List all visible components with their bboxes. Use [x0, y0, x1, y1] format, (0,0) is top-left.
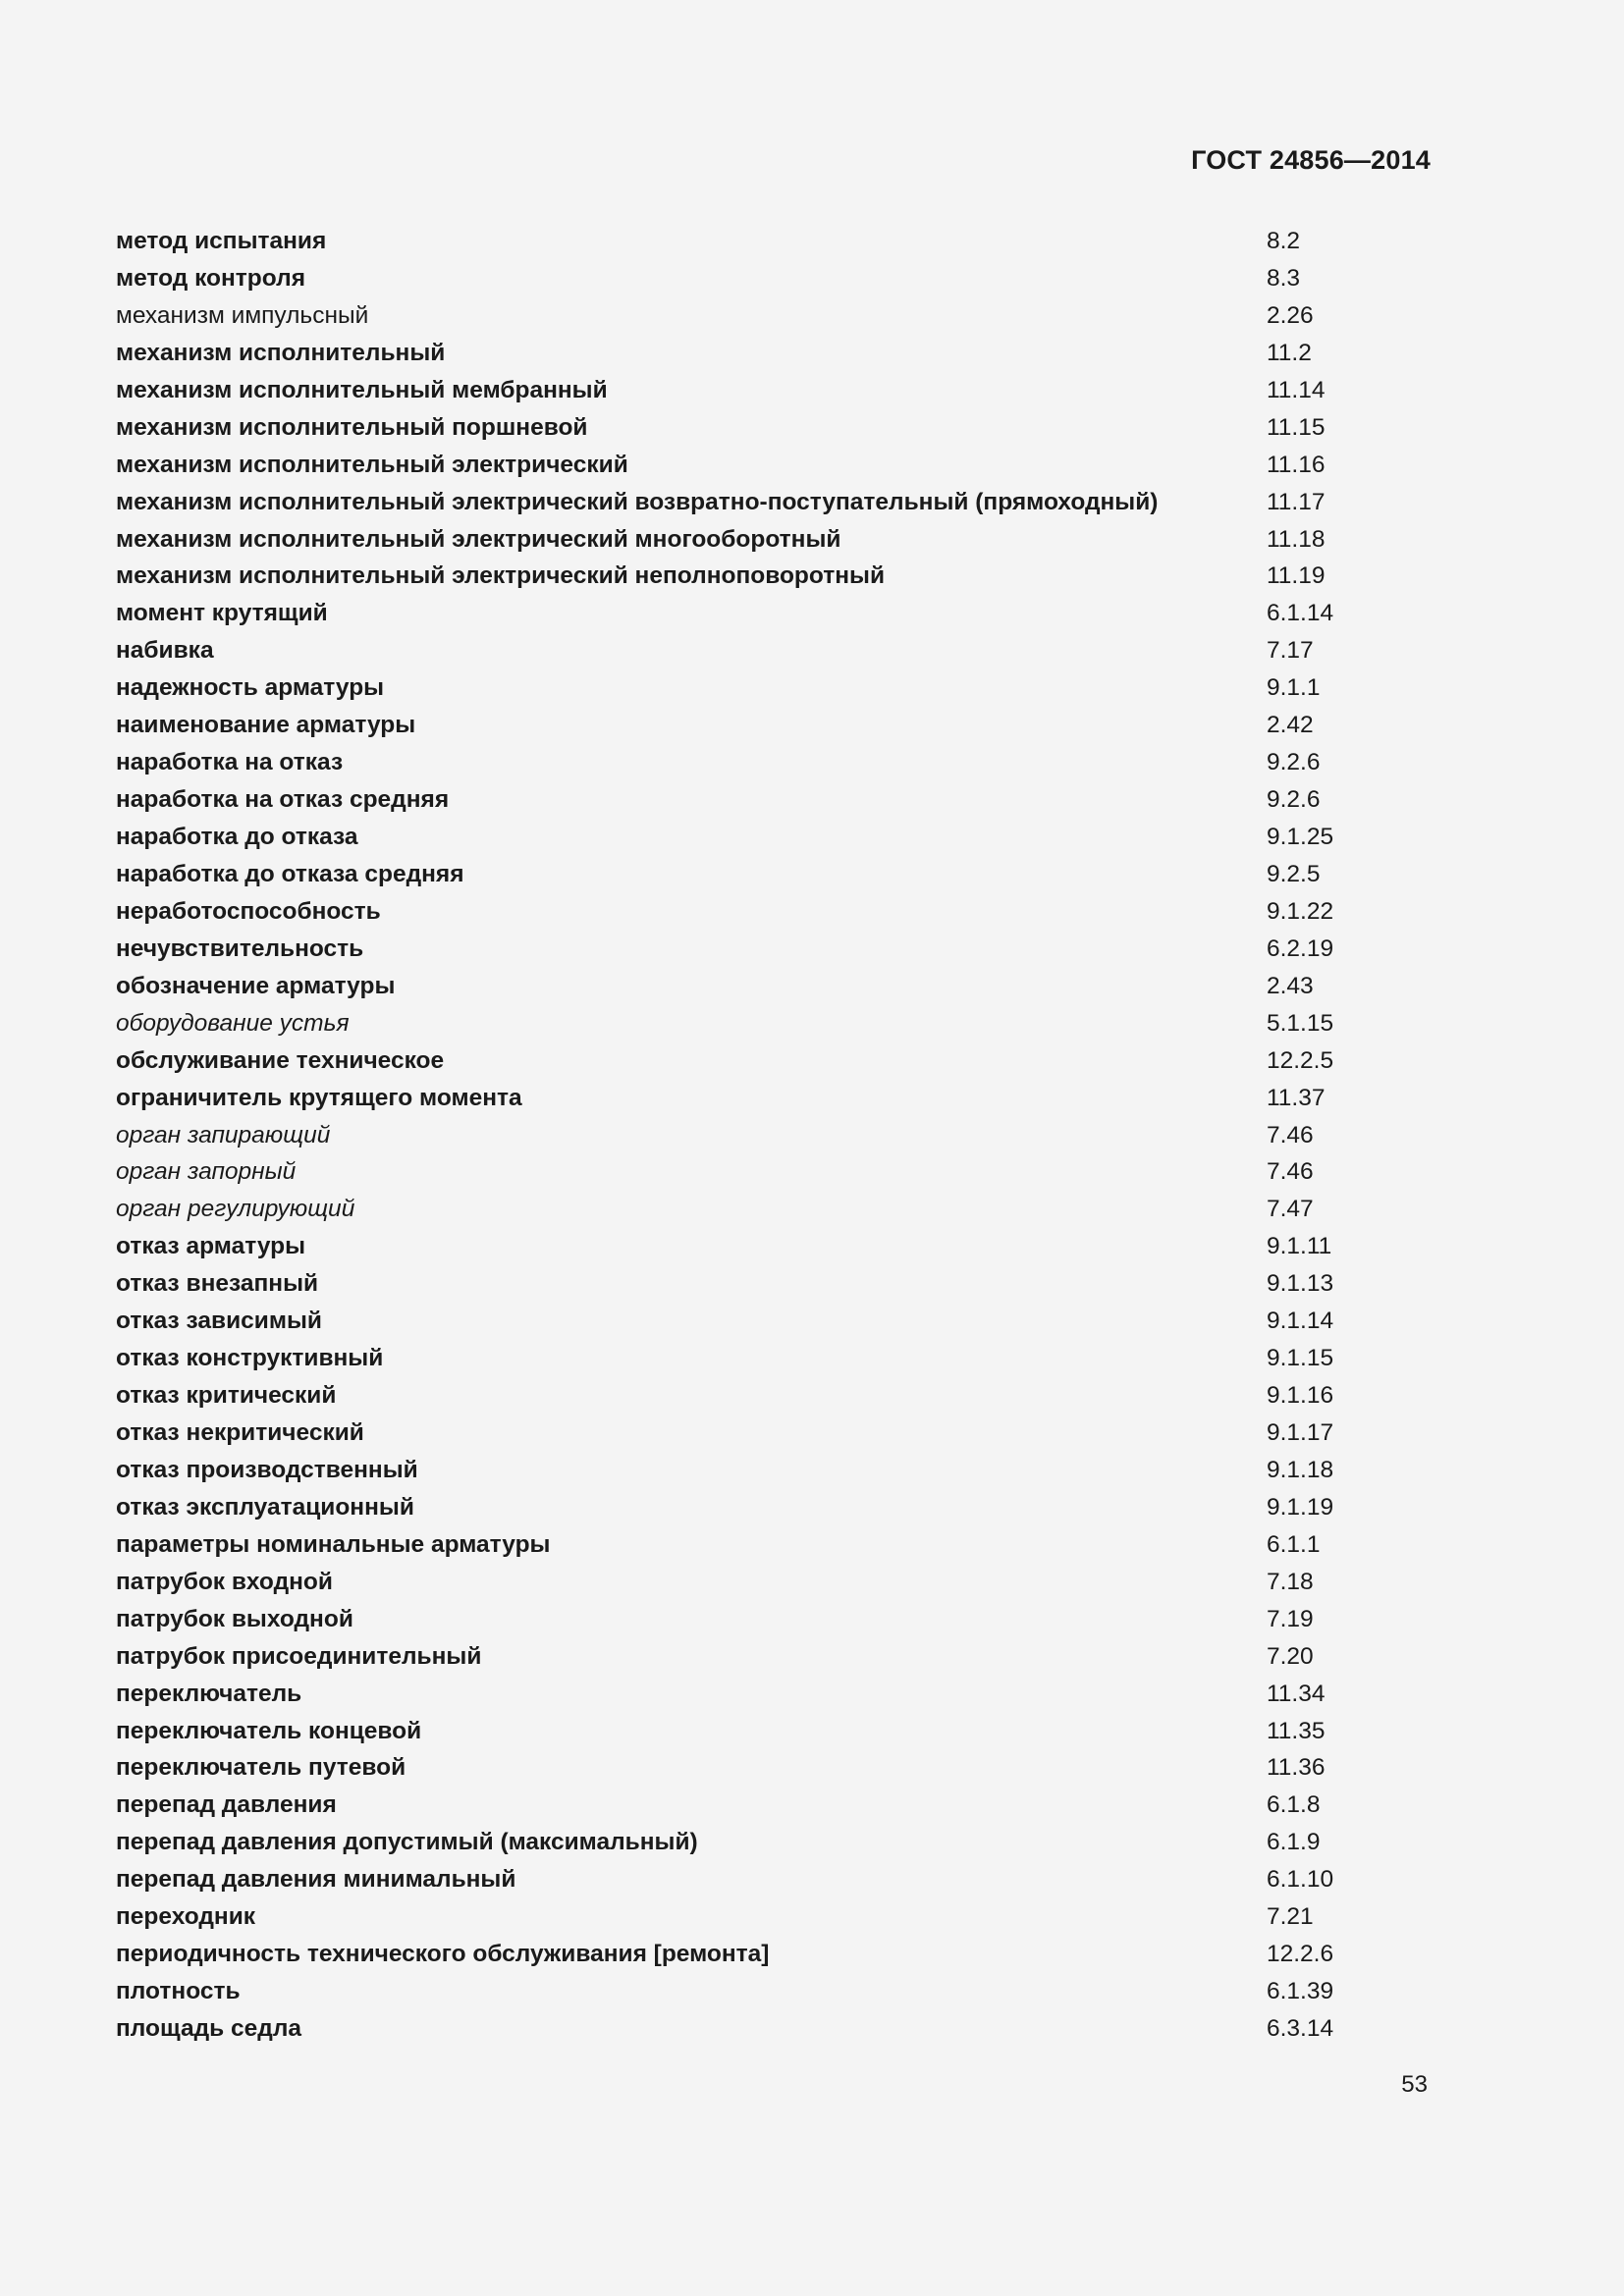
- index-section-ref: 11.37: [1267, 1084, 1326, 1111]
- index-section-ref: 5.1.15: [1267, 1009, 1334, 1037]
- index-section-ref: 2.43: [1267, 972, 1314, 999]
- index-section-ref: 11.18: [1267, 525, 1326, 553]
- index-section-ref: 11.2: [1267, 339, 1312, 366]
- index-section-ref: 9.2.6: [1267, 749, 1321, 776]
- index-term: момент крутящий: [116, 600, 328, 627]
- index-section-ref: 6.1.10: [1267, 1866, 1334, 1894]
- index-section-ref: 11.35: [1267, 1717, 1326, 1744]
- index-section-ref: 8.3: [1267, 264, 1301, 292]
- index-term: оборудование устья: [116, 1009, 350, 1037]
- index-section-ref: 9.1.18: [1267, 1456, 1334, 1483]
- index-section-ref: 11.14: [1267, 376, 1326, 403]
- index-section-ref: 6.2.19: [1267, 934, 1334, 962]
- index-entry: [116, 1973, 1392, 2010]
- index-entry: [116, 521, 1392, 559]
- index-entry: [116, 1601, 1392, 1638]
- index-term: перепад давления минимальный: [116, 1866, 516, 1894]
- index-section-ref: 6.1.1: [1267, 1530, 1321, 1558]
- index-entry: [116, 297, 1392, 335]
- index-entry: [116, 1303, 1392, 1340]
- index-entry: [116, 1415, 1392, 1452]
- index-entry: [116, 372, 1392, 409]
- index-section-ref: 12.2.6: [1267, 1941, 1334, 1968]
- index-term: механизм исполнительный электрический многооборотный: [116, 525, 841, 553]
- index-entry: [116, 1936, 1392, 1973]
- index-entry: [116, 409, 1392, 447]
- index-term: обслуживание техническое: [116, 1046, 445, 1074]
- index-section-ref: 11.15: [1267, 413, 1326, 441]
- index-term: орган запорный: [116, 1158, 297, 1186]
- index-section-ref: 11.36: [1267, 1754, 1326, 1782]
- index-section-ref: 7.47: [1267, 1196, 1314, 1223]
- page-number: 53: [1401, 2071, 1428, 2098]
- index-entry: [116, 1676, 1392, 1713]
- index-entry: [116, 1117, 1392, 1154]
- index-section-ref: 9.1.19: [1267, 1493, 1334, 1521]
- index-entry: [116, 1898, 1392, 1936]
- index-entry: [116, 1526, 1392, 1564]
- index-term: надежность арматуры: [116, 674, 385, 702]
- index-term: отказ эксплуатационный: [116, 1493, 414, 1521]
- index-term: механизм исполнительный: [116, 339, 446, 366]
- index-term: перепад давления допустимый (максимальный): [116, 1829, 698, 1856]
- index-entry: [116, 335, 1392, 372]
- index-section-ref: 9.1.13: [1267, 1270, 1334, 1298]
- index-section-ref: 7.21: [1267, 1903, 1314, 1931]
- index-section-ref: 2.42: [1267, 712, 1314, 739]
- index-section-ref: 9.1.1: [1267, 674, 1321, 702]
- index-section-ref: 9.1.11: [1267, 1233, 1332, 1260]
- index-section-ref: 11.17: [1267, 488, 1326, 515]
- index-term: наработка до отказа: [116, 824, 358, 850]
- index-entry: [116, 1005, 1392, 1042]
- index-term: ограничитель крутящего момента: [116, 1084, 522, 1111]
- index-entry: [116, 1564, 1392, 1601]
- index-term: наработка до отказа средняя: [116, 860, 464, 887]
- index-term: нечувствительность: [116, 934, 364, 962]
- index-entry: [116, 781, 1392, 819]
- index-term: отказ зависимый: [116, 1308, 322, 1335]
- index-entry: [116, 1042, 1392, 1080]
- index-entry: [116, 558, 1392, 595]
- index-entry: [116, 1787, 1392, 1824]
- index-term: орган запирающий: [116, 1121, 331, 1148]
- index-entry: [116, 2010, 1392, 2048]
- index-entry: [116, 1080, 1392, 1117]
- index-section-ref: 6.1.9: [1267, 1829, 1321, 1856]
- index-section-ref: 7.18: [1267, 1568, 1314, 1595]
- index-entry: [116, 223, 1392, 260]
- index-term: отказ внезапный: [116, 1270, 319, 1298]
- index-section-ref: 9.2.6: [1267, 786, 1321, 814]
- index-entry: [116, 1713, 1392, 1750]
- index-section-ref: 9.1.25: [1267, 824, 1334, 850]
- index-section-ref: 11.16: [1267, 451, 1326, 478]
- index-entry: [116, 632, 1392, 669]
- index-term: механизм исполнительный мембранный: [116, 376, 608, 403]
- index-section-ref: 12.2.5: [1267, 1046, 1334, 1074]
- index-entry: [116, 856, 1392, 893]
- index-entry: [116, 1452, 1392, 1489]
- index-entry: [116, 819, 1392, 856]
- index-term: патрубок присоединительный: [116, 1642, 482, 1670]
- index-term: переходник: [116, 1903, 256, 1931]
- index-section-ref: 6.1.39: [1267, 1978, 1334, 2005]
- index-entry: [116, 1191, 1392, 1228]
- alphabetical-term-index: [116, 223, 1392, 2048]
- index-section-ref: 11.34: [1267, 1680, 1326, 1707]
- index-term: механизм исполнительный электрический возвратно-поступательный (прямоходный): [116, 488, 1159, 515]
- index-section-ref: 9.1.17: [1267, 1419, 1334, 1446]
- index-term: механизм исполнительный поршневой: [116, 413, 588, 441]
- index-entry: [116, 893, 1392, 931]
- index-term: перепад давления: [116, 1791, 337, 1819]
- index-section-ref: 9.1.16: [1267, 1382, 1334, 1410]
- index-section-ref: 9.2.5: [1267, 860, 1321, 887]
- index-entry: [116, 1824, 1392, 1861]
- index-term: наименование арматуры: [116, 712, 416, 739]
- index-term: наработка на отказ: [116, 749, 344, 776]
- index-term: патрубок входной: [116, 1568, 333, 1595]
- index-entry: [116, 1861, 1392, 1898]
- index-term: переключатель концевой: [116, 1717, 422, 1744]
- index-term: обозначение арматуры: [116, 972, 396, 999]
- index-term: орган регулирующий: [116, 1196, 355, 1223]
- index-entry: [116, 931, 1392, 968]
- index-term: переключатель путевой: [116, 1754, 406, 1782]
- index-section-ref: 9.1.22: [1267, 897, 1334, 925]
- index-term: патрубок выходной: [116, 1605, 353, 1632]
- index-entry: [116, 447, 1392, 484]
- index-term: наработка на отказ средняя: [116, 786, 450, 814]
- index-section-ref: 8.2: [1267, 228, 1301, 254]
- index-term: отказ производственный: [116, 1456, 418, 1483]
- index-term: метод контроля: [116, 264, 305, 292]
- index-entry: [116, 968, 1392, 1005]
- index-entry: [116, 1489, 1392, 1526]
- index-section-ref: 7.46: [1267, 1158, 1314, 1186]
- index-entry: [116, 1228, 1392, 1265]
- index-section-ref: 6.1.14: [1267, 600, 1334, 627]
- index-term: переключатель: [116, 1680, 302, 1707]
- index-section-ref: 7.46: [1267, 1121, 1314, 1148]
- index-term: площадь седла: [116, 2015, 302, 2042]
- index-entry: [116, 260, 1392, 297]
- index-section-ref: 6.1.8: [1267, 1791, 1321, 1819]
- index-term: механизм исполнительный электрический неполноповоротный: [116, 562, 886, 590]
- index-term: отказ критический: [116, 1382, 337, 1410]
- index-entry: [116, 1265, 1392, 1303]
- index-entry: [116, 1638, 1392, 1676]
- index-section-ref: 11.19: [1267, 562, 1326, 590]
- index-term: периодичность технического обслуживания [ремонта]: [116, 1941, 770, 1968]
- index-term: плотность: [116, 1978, 241, 2005]
- index-entry: [116, 1749, 1392, 1787]
- index-entry: [116, 669, 1392, 707]
- index-entry: [116, 1340, 1392, 1377]
- index-entry: [116, 707, 1392, 744]
- index-section-ref: 9.1.14: [1267, 1308, 1334, 1335]
- index-section-ref: 2.26: [1267, 301, 1314, 329]
- index-term: отказ некритический: [116, 1419, 364, 1446]
- index-term: параметры номинальные арматуры: [116, 1530, 551, 1558]
- index-entry: [116, 1153, 1392, 1191]
- index-term: отказ арматуры: [116, 1233, 306, 1260]
- index-section-ref: 7.17: [1267, 637, 1314, 665]
- index-term: механизм импульсный: [116, 301, 369, 329]
- index-section-ref: 9.1.15: [1267, 1345, 1334, 1372]
- index-term: метод испытания: [116, 228, 327, 254]
- index-entry: [116, 595, 1392, 632]
- index-section-ref: 7.19: [1267, 1605, 1314, 1632]
- index-entry: [116, 1377, 1392, 1415]
- index-term: механизм исполнительный электрический: [116, 451, 628, 478]
- index-section-ref: 6.3.14: [1267, 2015, 1334, 2042]
- document-standard-number: ГОСТ 24856—2014: [1191, 145, 1431, 175]
- index-term: неработоспособность: [116, 897, 381, 925]
- index-section-ref: 7.20: [1267, 1642, 1314, 1670]
- index-entry: [116, 744, 1392, 781]
- index-term: набивка: [116, 637, 214, 665]
- index-entry: [116, 484, 1392, 521]
- index-term: отказ конструктивный: [116, 1345, 384, 1372]
